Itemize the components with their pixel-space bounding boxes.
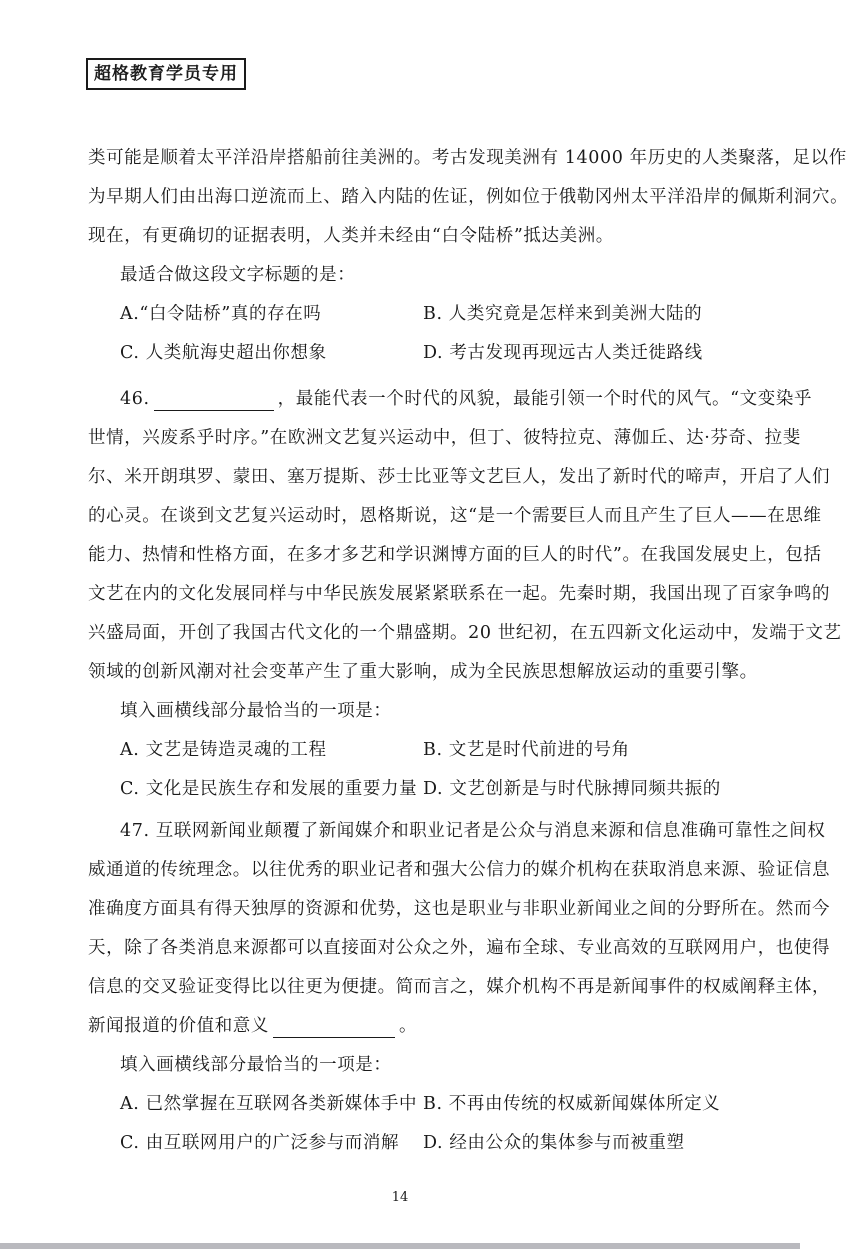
option-c: C. 由互联网用户的广泛参与而消解 (120, 1133, 400, 1153)
question-prompt: 填入画横线部分最恰当的一项是： (120, 701, 392, 721)
option-d: D. 文艺创新是与时代脉搏同频共振的 (423, 779, 721, 799)
question-45 (88, 139, 848, 373)
option-a: A.“白令陆桥”真的存在吗 (120, 304, 322, 324)
passage-text: 新闻报道的价值和意义 (88, 1016, 269, 1036)
options-row (88, 1085, 748, 1124)
option-d: D. 经由公众的集体参与而被重塑 (423, 1133, 685, 1153)
options-row (88, 334, 748, 373)
passage-text: ，最能代表一个时代的风貌，最能引领一个时代的风气。“文变染乎 (277, 389, 813, 409)
options-row (88, 770, 748, 809)
options-row (88, 1124, 748, 1163)
passage-line: 领域的创新风潮对社会变革产生了重大影响，成为全民族思想解放运动的重要引擎。 (88, 662, 758, 682)
passage-line: 为早期人们由出海口逆流而上、踏入内陆的佐证，例如位于俄勒冈州太平洋沿岸的佩斯利洞穴。 (88, 187, 848, 207)
fill-blank (154, 388, 274, 411)
passage-line (88, 1007, 748, 1046)
question-prompt: 最适合做这段文字标题的是： (120, 265, 356, 285)
passage-line: 文艺在内的文化发展同样与中华民族发展紧紧联系在一起。先秦时期，我国出现了百家争鸣的 (88, 584, 831, 604)
passage-line: 天，除了各类消息来源都可以直接面对公众之外，遍布全球、专业高效的互联网用户，也使得 (88, 938, 831, 958)
option-b: B. 不再由传统的权威新闻媒体所定义 (423, 1094, 721, 1114)
question-number: 46. (120, 389, 150, 409)
passage-line: 现在，有更确切的证据表明，人类并未经由“白令陆桥”抵达美洲。 (88, 226, 614, 246)
option-a: A. 文艺是铸造灵魂的工程 (120, 740, 327, 760)
question-46 (88, 380, 842, 809)
passage-line: 能力、热情和性格方面，在多才多艺和学识渊博方面的巨人的时代”。在我国发展史上，包括 (88, 545, 822, 565)
passage-line: 兴盛局面，开创了我国古代文化的一个鼎盛期。20 世纪初，在五四新文化运动中，发端于文艺 (88, 623, 842, 643)
header-label: 超格教育学员专用 (86, 58, 246, 90)
scan-edge (0, 1243, 800, 1249)
options-row (88, 295, 748, 334)
passage-text: 。 (399, 1016, 418, 1036)
option-c: C. 文化是民族生存和发展的重要力量 (120, 779, 418, 799)
passage-line (88, 380, 813, 419)
passage-line: 类可能是顺着太平洋沿岸搭船前往美洲的。考古发现美洲有 14000 年历史的人类聚落，足以作 (88, 148, 847, 168)
option-c: C. 人类航海史超出你想象 (120, 343, 327, 363)
options-row (88, 731, 748, 770)
option-b: B. 人类究竟是怎样来到美洲大陆的 (423, 304, 703, 324)
question-47 (88, 812, 831, 1163)
passage-line: 世情，兴废系乎时序。”在欧洲文艺复兴运动中，但丁、彼特拉克、薄伽丘、达·芬奇、拉斐 (88, 428, 801, 448)
page-number: 14 (391, 1190, 409, 1205)
fill-blank (273, 1015, 395, 1038)
option-a: A. 已然掌握在互联网各类新媒体手中 (120, 1094, 418, 1114)
passage-line: 准确度方面具有得天独厚的资源和优势，这也是职业与非职业新闻业之间的分野所在。然而今 (88, 899, 831, 919)
passage-line: 信息的交叉验证变得比以往更为便捷。简而言之，媒介机构不再是新闻事件的权威阐释主体， (88, 977, 831, 997)
passage-line: 47. 互联网新闻业颠覆了新闻媒介和职业记者是公众与消息来源和信息准确可靠性之间权 (120, 821, 826, 841)
passage-line: 威通道的传统理念。以往优秀的职业记者和强大公信力的媒介机构在获取消息来源、验证信息 (88, 860, 831, 880)
option-d: D. 考古发现再现远古人类迁徙路线 (423, 343, 703, 363)
passage-line: 的心灵。在谈到文艺复兴运动时，恩格斯说，这“是一个需要巨人而且产生了巨人——在思维 (88, 506, 822, 526)
question-prompt: 填入画横线部分最恰当的一项是： (120, 1055, 392, 1075)
option-b: B. 文艺是时代前进的号角 (423, 740, 630, 760)
passage-line: 尔、米开朗琪罗、蒙田、塞万提斯、莎士比亚等文艺巨人，发出了新时代的啼声，开启了人们 (88, 467, 831, 487)
